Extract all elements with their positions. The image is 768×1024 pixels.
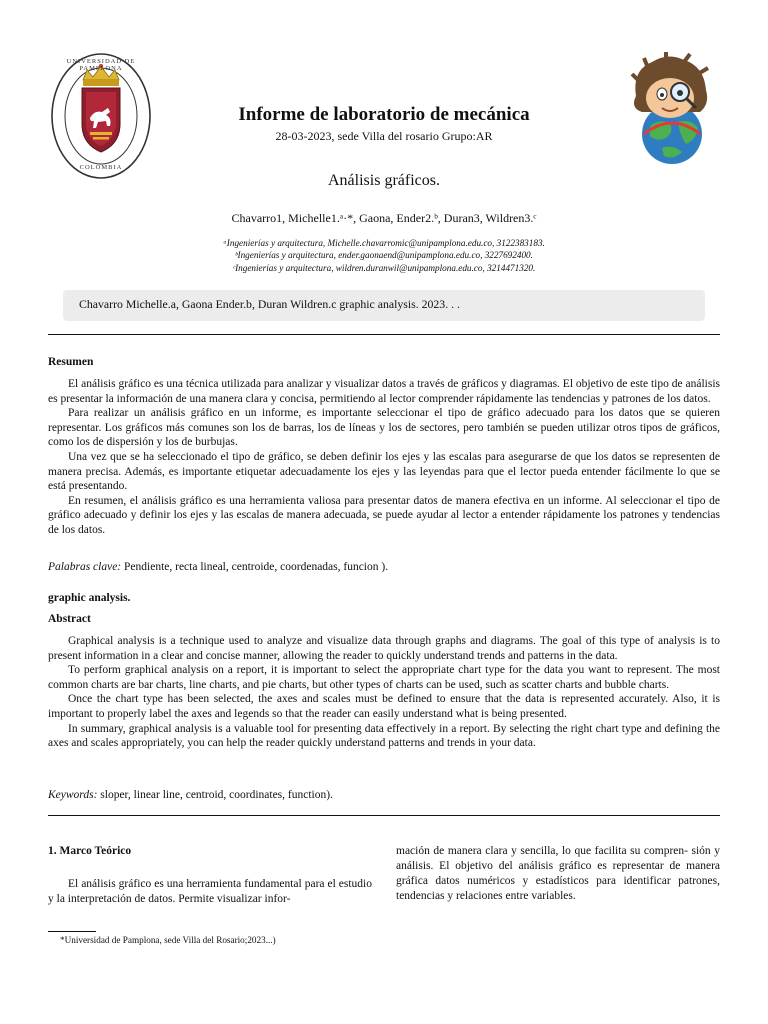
affiliation-c: ᶜIngenierías y arquitectura, wildren.duranwil@unipamplona.edu.co, 3214471320. bbox=[232, 262, 536, 273]
footnote: *Universidad de Pamplona, sede Villa del Rosario;2023...) bbox=[60, 935, 276, 945]
abstract-body bbox=[48, 634, 720, 751]
section-1-heading: 1. Marco Teórico bbox=[48, 845, 132, 857]
citation-text: Chavarro Michelle.a, Gaona Ender.b, Duran Wildren.c graphic analysis. 2023. . . bbox=[79, 297, 460, 311]
section-1-left-column bbox=[48, 877, 372, 907]
english-title: graphic analysis. bbox=[48, 592, 131, 604]
palabras-clave-label: Palabras clave: bbox=[48, 561, 122, 573]
header-divider bbox=[48, 334, 720, 335]
resumen-paragraph: Una vez que se ha seleccionado el tipo de gráfico, se deben definir los ejes y las escalas para asegurarse de que los datos se representen de manera precisa. Además, es importante etiquetar adecuadamente los ejes y las leyendas para que el lector pueda entender fácilmente lo que se está presentando. bbox=[48, 450, 720, 493]
section-1-left-text: El análisis gráfico es una herramienta fundamental para el estudio y la interpretación de datos. Permite visualizar infor- bbox=[48, 878, 372, 905]
abstract-paragraph: To perform graphical analysis on a report, it is important to select the appropriate chart type for the data you want to represent. The most common charts are bar charts, line charts, and pie charts, but other types of charts can be used, such as scatter charts and bubble charts. bbox=[48, 664, 720, 691]
keywords-values: sloper, linear line, centroid, coordinates, function). bbox=[100, 789, 333, 801]
keywords-label: Keywords: bbox=[48, 789, 98, 801]
report-subtitle: Análisis gráficos. bbox=[328, 172, 440, 189]
abstract-heading: Abstract bbox=[48, 613, 91, 625]
palabras-clave-values: Pendiente, recta lineal, centroide, coordenadas, funcion ). bbox=[124, 561, 389, 573]
seal-ring-bottom-text: COLOMBIA bbox=[79, 164, 123, 171]
resumen-paragraph: El análisis gráfico es una técnica utilizada para analizar y visualizar datos a través de gráficos y diagramas. El objetivo de este tipo de análisis es presentar la información de una manera clara y concisa, permitiendo al lector comprender rápidamente las tendencias y patrones de los datos. bbox=[48, 378, 720, 405]
author-list: Chavarro1, Michelle1.ᵃ·*, Gaona, Ender2.ᵇ, Duran3, Wildren3.ᶜ bbox=[231, 211, 537, 225]
keywords bbox=[48, 789, 720, 801]
resumen-body bbox=[48, 377, 720, 538]
affiliation-a: ᵃIngenierías y arquitectura, Michelle.chavarromic@unipamplona.edu.co, 3122383183. bbox=[223, 238, 545, 248]
abstract-divider bbox=[48, 815, 720, 816]
abstract-paragraph: Once the chart type has been selected, the axes and scales must be defined to ensure that the data is represented accurately. Also, it is important to properly label the axes and legends so that the reader can easily understand what is being presented. bbox=[48, 693, 720, 720]
palabras-clave bbox=[48, 561, 720, 573]
date-line: 28-03-2023, sede Villa del rosario Grupo:AR bbox=[275, 129, 493, 143]
section-1-right-column bbox=[396, 844, 720, 904]
abstract-paragraph: Graphical analysis is a technique used to analyze and visualize data through graphs and diagrams. The goal of this type of analysis is to present information in a clear and concise manner, allowing the reader to quickly understand trends and patterns in the data. bbox=[48, 635, 720, 662]
affiliations bbox=[0, 237, 768, 274]
resumen-heading: Resumen bbox=[48, 356, 94, 368]
footnote-rule bbox=[48, 931, 96, 932]
report-title: Informe de laboratorio de mecánica bbox=[238, 104, 530, 125]
abstract-paragraph: In summary, graphical analysis is a valuable tool for presenting data effectively in a report. By selecting the right chart type and defining the axes and scales appropriately, you can help the reader quickly understand patterns and trends in your data. bbox=[48, 722, 720, 750]
resumen-paragraph: Para realizar un análisis gráfico en un informe, es importante seleccionar el tipo de gráfico adecuado para los datos que se quieren representar. Los gráficos más comunes son los de barras, los de líneas y los de sectores, pero también se pueden utilizar otros tipos de gráficos, como los de dispersión y los de burbujas. bbox=[48, 407, 720, 449]
resumen-paragraph: En resumen, el análisis gráfico es una herramienta valiosa para presentar datos de manera efectiva en un informe. Al seleccionar el tipo de gráfico adecuado y definir los ejes y las escalas de manera adecuada, se puede ayudar al lector a entender rápidamente los patrones y tendencias de los datos. bbox=[48, 494, 720, 536]
section-1-right-text: mación de manera clara y sencilla, lo que facilita su compren- sión y análisis. El objetivo del análisis gráfico es representar de manera gráfica datos numéricos y estadísticos para identificar patrones, tendencias y relaciones entre variables. bbox=[396, 845, 720, 902]
seal-ring-top-text: UNIVERSIDAD DE PAMPLONA bbox=[66, 58, 136, 72]
affiliation-b: ᵇIngenierías y arquitectura, ender.gaonaend@unipamplona.edu.co, 3227692400. bbox=[235, 250, 533, 261]
citation-box bbox=[63, 290, 705, 321]
